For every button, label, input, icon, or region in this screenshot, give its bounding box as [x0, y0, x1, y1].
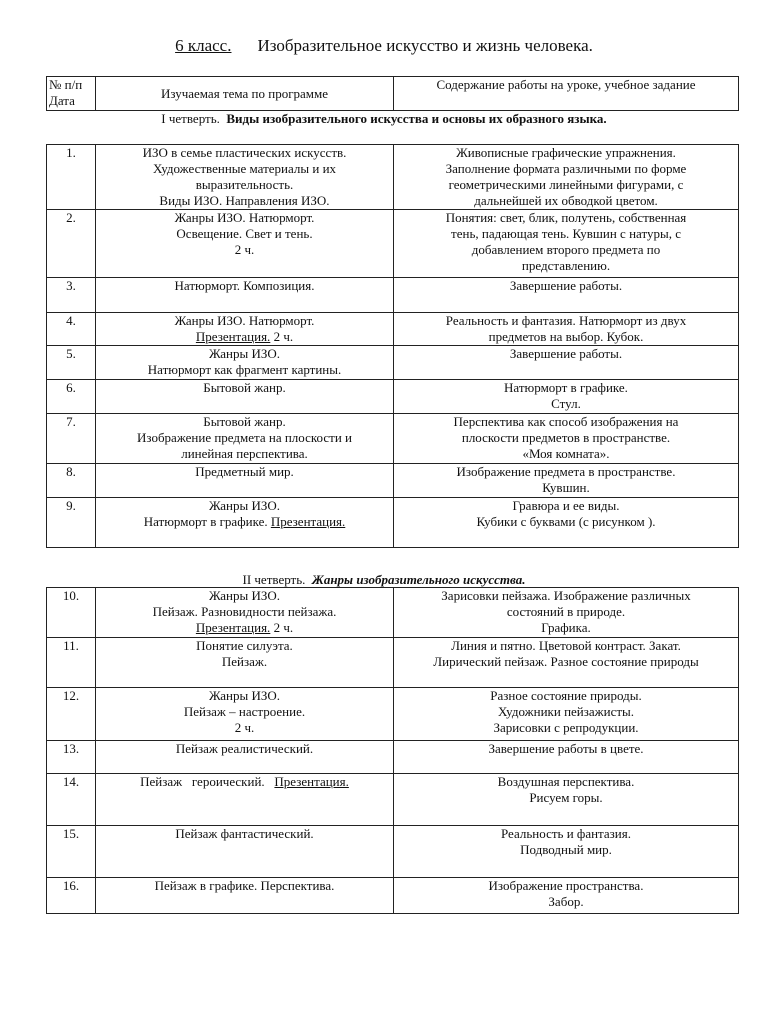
presentation-link: Презентация.	[195, 620, 271, 635]
quarter-1-heading	[0, 111, 768, 127]
topic-hours: 2 ч.	[270, 620, 294, 635]
header-content: Содержание работы на уроке, учебное задание	[394, 77, 739, 111]
content-line: представлению.	[521, 258, 611, 273]
topic-line: 2 ч.	[234, 720, 255, 735]
content-line: Зарисовки пейзажа. Изображение различных	[441, 588, 691, 603]
topic-line: Предметный мир.	[195, 464, 294, 479]
topic-line: Пейзаж фантастический.	[175, 826, 314, 841]
header-table	[46, 76, 739, 111]
row-content	[394, 826, 739, 878]
content-line: состояний в природе.	[506, 604, 626, 619]
content-line: Изображение пространства.	[488, 878, 644, 893]
row-topic	[96, 464, 394, 498]
header-num: № п/п	[49, 77, 83, 92]
topic-line: 2 ч.	[234, 242, 255, 257]
content-line: плоскости предметов в пространстве.	[461, 430, 671, 445]
topic-line	[98, 774, 391, 790]
quarter-1-label: I четверть.	[161, 111, 220, 126]
row-content	[394, 278, 739, 313]
content-line: Кувшин.	[542, 480, 590, 495]
row-number: 1.	[47, 145, 96, 210]
row-content	[394, 313, 739, 346]
row-topic	[96, 774, 394, 826]
topic-line: Жанры ИЗО. Натюрморт.	[174, 313, 315, 328]
content-line: «Моя комната».	[522, 446, 610, 461]
topic-line	[98, 514, 391, 530]
content-line: Гравюра и ее виды.	[512, 498, 620, 513]
row-number: 11.	[47, 638, 96, 688]
table-row	[47, 774, 739, 826]
quarter-2-theme: Жанры изобразительного искусства.	[311, 572, 526, 587]
quarter-1-theme: Виды изобразительного искусства и основы их образного языка.	[226, 111, 607, 126]
row-topic	[96, 588, 394, 638]
row-content	[394, 464, 739, 498]
content-line: Зарисовки с репродукции.	[493, 720, 639, 735]
row-number: 4.	[47, 313, 96, 346]
row-content	[394, 145, 739, 210]
topic-line: Бытовой жанр.	[203, 414, 286, 429]
row-content	[394, 380, 739, 414]
topic-line: Изображение предмета на плоскости и	[137, 430, 352, 445]
content-line: Подводный мир.	[520, 842, 612, 857]
row-content	[394, 588, 739, 638]
table-row	[47, 498, 739, 548]
content-line: Кубики с буквами (с рисунком ).	[476, 514, 656, 529]
table-row	[47, 414, 739, 464]
content-line: Натюрморт в графике.	[504, 380, 628, 395]
content-line: Рисуем горы.	[529, 790, 603, 805]
content-line: Воздушная перспектива.	[497, 774, 635, 789]
topic-line: линейная перспектива.	[181, 446, 308, 461]
table-row	[47, 878, 739, 914]
topic-line: Натюрморт как фрагмент картины.	[147, 362, 342, 377]
row-content	[394, 210, 739, 278]
row-number: 14.	[47, 774, 96, 826]
row-content	[394, 498, 739, 548]
row-content	[394, 688, 739, 741]
content-line: Лирический пейзаж. Разное состояние природы	[433, 654, 699, 669]
content-line: Перспектива как способ изображения на	[453, 414, 679, 429]
row-content	[394, 774, 739, 826]
topic-text: Натюрморт в графике.	[143, 514, 271, 529]
content-line: предметов на выбор. Кубок.	[488, 329, 644, 344]
row-number: 5.	[47, 346, 96, 380]
topic-line	[98, 329, 391, 345]
content-line: Заполнение формата различными по форме	[445, 161, 687, 176]
content-line: Понятия: свет, блик, полутень, собственная	[445, 210, 687, 225]
topic-line: Жанры ИЗО.	[208, 346, 281, 361]
row-topic	[96, 688, 394, 741]
row-number: 9.	[47, 498, 96, 548]
subject-title: Изобразительное искусство и жизнь человека.	[257, 36, 593, 55]
topic-text: Пейзаж героический.	[140, 774, 275, 789]
row-number: 15.	[47, 826, 96, 878]
topic-line: выразительность.	[195, 177, 294, 192]
table-row	[47, 346, 739, 380]
presentation-link: Презентация.	[274, 774, 349, 789]
content-line: Завершение работы в цвете.	[488, 741, 644, 756]
topic-line: Пейзаж реалистический.	[175, 741, 314, 756]
row-topic	[96, 826, 394, 878]
header-row	[47, 77, 739, 111]
table-row	[47, 210, 739, 278]
row-topic	[96, 346, 394, 380]
row-content	[394, 346, 739, 380]
row-number: 16.	[47, 878, 96, 914]
content-line: тень, падающая тень. Кувшин с натуры, с	[451, 226, 681, 241]
quarter-2-label: II четверть.	[242, 572, 306, 587]
content-line: Реальность и фантазия.	[501, 826, 631, 841]
row-number: 7.	[47, 414, 96, 464]
topic-line: Пейзаж.	[221, 654, 268, 669]
content-line: Линия и пятно. Цветовой контраст. Закат.	[451, 638, 681, 653]
content-line: Забор.	[548, 894, 584, 909]
row-topic	[96, 278, 394, 313]
row-topic	[96, 380, 394, 414]
table-row	[47, 278, 739, 313]
table-row	[47, 741, 739, 774]
table-row	[47, 145, 739, 210]
row-number: 3.	[47, 278, 96, 313]
row-topic	[96, 498, 394, 548]
topic-line: Пейзаж. Разновидности пейзажа.	[152, 604, 337, 619]
presentation-link: Презентация.	[195, 329, 271, 344]
content-line: Завершение работы.	[509, 346, 623, 361]
row-topic	[96, 741, 394, 774]
topic-line: Бытовой жанр.	[203, 380, 286, 395]
content-line: Разное состояние природы.	[490, 688, 642, 703]
presentation-link: Презентация.	[270, 514, 346, 529]
content-line: Завершение работы.	[509, 278, 623, 293]
topic-line	[98, 620, 391, 636]
grade-label: 6 класс.	[175, 36, 232, 55]
topic-line: Жанры ИЗО.	[208, 498, 281, 513]
quarter-2-table	[46, 587, 739, 914]
topic-line: Жанры ИЗО.	[208, 688, 281, 703]
content-line: геометрическими линейными фигурами, с	[448, 177, 684, 192]
row-number: 2.	[47, 210, 96, 278]
topic-line: Художественные материалы и их	[152, 161, 337, 176]
row-number: 12.	[47, 688, 96, 741]
content-line: Живописные графические упражнения.	[456, 145, 676, 160]
topic-line: Пейзаж – настроение.	[183, 704, 306, 719]
topic-line: Жанры ИЗО. Натюрморт.	[174, 210, 315, 225]
table-row	[47, 380, 739, 414]
quarter-2-heading	[0, 572, 768, 588]
row-topic	[96, 210, 394, 278]
header-date: Дата	[49, 93, 75, 108]
row-topic	[96, 145, 394, 210]
topic-line: Понятие силуэта.	[196, 638, 293, 653]
content-line: Художники пейзажисты.	[497, 704, 635, 719]
row-number: 8.	[47, 464, 96, 498]
topic-line: Жанры ИЗО.	[208, 588, 281, 603]
content-line: добавлением второго предмета по	[471, 242, 661, 257]
row-number: 13.	[47, 741, 96, 774]
quarter-1-table	[46, 144, 739, 548]
header-num-date	[47, 77, 96, 111]
topic-line: Пейзаж в графике. Перспектива.	[154, 878, 335, 893]
topic-hours: 2 ч.	[270, 329, 294, 344]
table-row	[47, 588, 739, 638]
row-topic	[96, 638, 394, 688]
row-topic	[96, 878, 394, 914]
topic-line: Натюрморт. Композиция.	[174, 278, 315, 293]
row-number: 10.	[47, 588, 96, 638]
table-row	[47, 688, 739, 741]
row-content	[394, 638, 739, 688]
table-row	[47, 464, 739, 498]
topic-line: Освещение. Свет и тень.	[176, 226, 313, 241]
header-topic: Изучаемая тема по программе	[96, 77, 394, 111]
row-content	[394, 741, 739, 774]
content-line: дальнейшей их обводкой цветом.	[474, 193, 658, 208]
content-line: Стул.	[551, 396, 581, 411]
row-content	[394, 414, 739, 464]
content-line: Изображение предмета в пространстве.	[456, 464, 676, 479]
row-number: 6.	[47, 380, 96, 414]
row-topic	[96, 414, 394, 464]
row-content	[394, 878, 739, 914]
table-row	[47, 826, 739, 878]
topic-line: ИЗО в семье пластических искусств.	[142, 145, 347, 160]
content-line: Реальность и фантазия. Натюрморт из двух	[445, 313, 687, 328]
table-row	[47, 313, 739, 346]
topic-line: Виды ИЗО. Направления ИЗО.	[159, 193, 330, 208]
page-title	[0, 36, 768, 56]
row-topic	[96, 313, 394, 346]
table-row	[47, 638, 739, 688]
content-line: Графика.	[541, 620, 591, 635]
